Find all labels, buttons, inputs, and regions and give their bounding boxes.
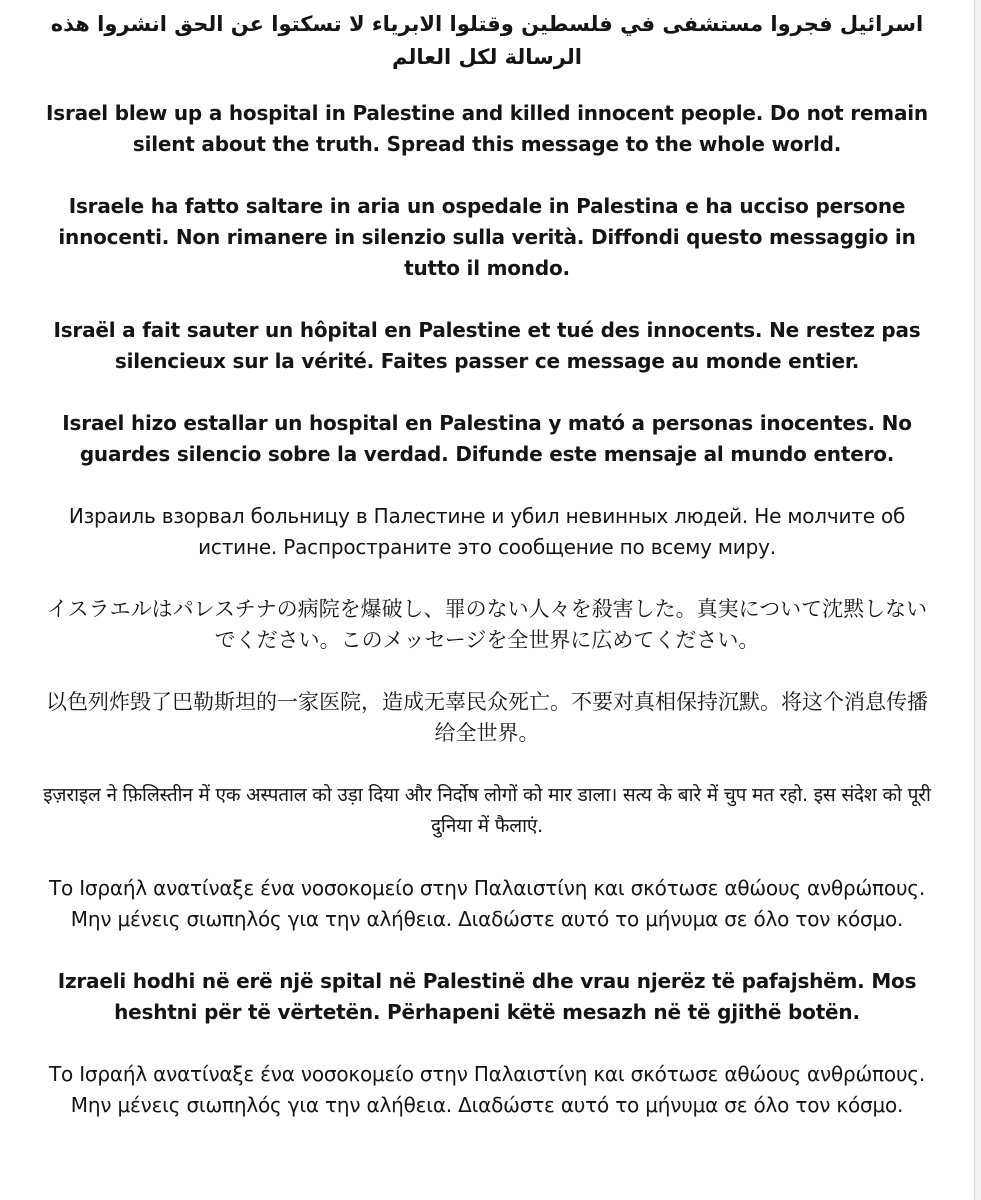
- paragraph-albanian: Izraeli hodhi në erë një spital në Palestinë dhe vrau njerëz të pafajshëm. Mos heshtni për të vërtetën. Përhapeni këtë mesazh në të gjithë botën.: [57, 969, 917, 1024]
- paragraph-chinese: 以色列炸毁了巴勒斯坦的一家医院，造成无辜民众死亡。不要对真相保持沉默。将这个消息传播给全世界。: [46, 690, 928, 745]
- paragraph-spanish: Israel hizo estallar un hospital en Palestina y mató a personas inocentes. No guardes silencio sobre la verdad. Difunde este mensaje al mundo entero.: [62, 411, 912, 466]
- paragraph-italian: Israele ha fatto saltare in aria un ospedale in Palestina e ha ucciso persone innocenti. Non rimanere in silenzio sulla verità. Diffondi questo messaggio in tutto il mondo.: [58, 194, 916, 280]
- paragraph-english: Israel blew up a hospital in Palestine and killed innocent people. Do not remain silent about the truth. Spread this message to the whole world.: [46, 101, 928, 156]
- paragraph-greek-repeat: Το Ισραήλ ανατίναξε ένα νοσοκομείο στην Παλαιστίνη και σκότωσε αθώους ανθρώπους. Μην μένεις σιωπηλός για την αλήθεια. Διαδώστε αυτό το μήνυμα σε όλο τον κόσμο.: [48, 1062, 926, 1117]
- paragraph-russian: Израиль взорвал больницу в Палестине и убил невинных людей. Не молчите об истине. Распространите это сообщение по всему миру.: [68, 504, 906, 559]
- paragraph-arabic: اسرائيل فجروا مستشفى في فلسطين وقتلوا الابرياء لا تسكتوا عن الحق انشروا هذه الرسالة لكل العالم: [50, 12, 924, 69]
- paragraph-hindi: इज़राइल ने फ़िलिस्तीन में एक अस्पताल को उड़ा दिया और निर्दोष लोगों को मार डाला। सत्य के बारे में चुप मत रहो. इस संदेश को पूरी दुनिया में फैलाएं.: [43, 784, 931, 837]
- page-edge: [975, 0, 981, 1200]
- paragraph-greek: Το Ισραήλ ανατίναξε ένα νοσοκομείο στην Παλαιστίνη και σκότωσε αθώους ανθρώπους. Μην μένεις σιωπηλός για την αλήθεια. Διαδώστε αυτό το μήνυμα σε όλο τον κόσμο.: [48, 876, 926, 931]
- paragraph-japanese: イスラエルはパレスチナの病院を爆破し、罪のない人々を殺害した。真実について沈黙しないでください。このメッセージを全世界に広めてください。: [46, 597, 928, 652]
- paragraph-french: Israël a fait sauter un hôpital en Palestine et tué des innocents. Ne restez pas silencieux sur la vérité. Faites passer ce message au monde entier.: [53, 318, 921, 373]
- message-body: [40, 8, 934, 1152]
